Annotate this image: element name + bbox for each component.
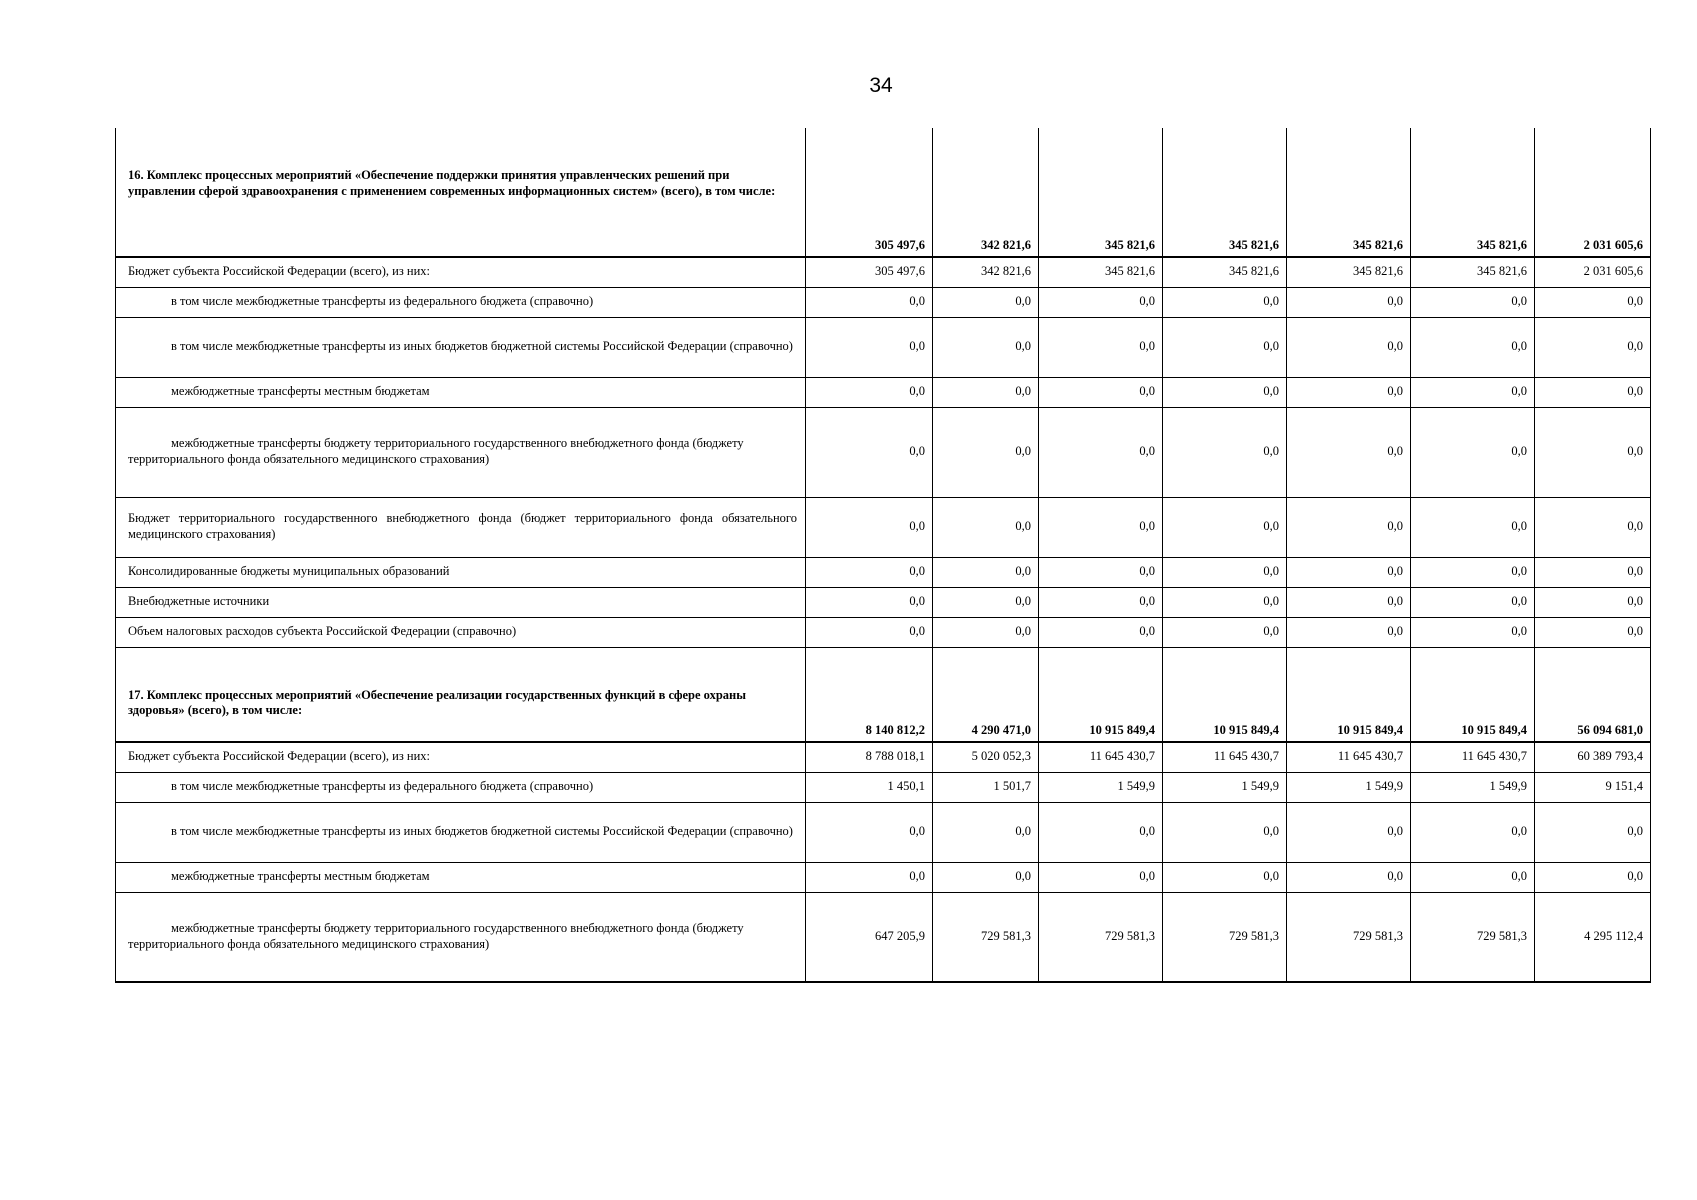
value-cell: 0,0 — [1039, 317, 1163, 377]
value-cell: 1 549,9 — [1287, 772, 1411, 802]
table-row — [116, 587, 1651, 617]
value-cell: 5 020 052,3 — [933, 742, 1039, 772]
value-cell: 0,0 — [1163, 317, 1287, 377]
table-row — [116, 287, 1651, 317]
value-cell: 0,0 — [1163, 497, 1287, 557]
value-cell: 345 821,6 — [1163, 257, 1287, 287]
value-cell: 0,0 — [1411, 587, 1535, 617]
value-cell: 0,0 — [1039, 497, 1163, 557]
value-cell: 0,0 — [1039, 617, 1163, 647]
total-cell: 10 915 849,4 — [1163, 647, 1287, 742]
value-cell: 345 821,6 — [1287, 257, 1411, 287]
value-cell: 9 151,4 — [1535, 772, 1651, 802]
value-cell: 0,0 — [1163, 287, 1287, 317]
row-label: межбюджетные трансферты местным бюджетам — [116, 862, 806, 892]
value-cell: 11 645 430,7 — [1039, 742, 1163, 772]
value-cell: 0,0 — [806, 497, 933, 557]
value-cell: 2 031 605,6 — [1535, 257, 1651, 287]
value-cell: 0,0 — [933, 287, 1039, 317]
total-cell: 305 497,6 — [806, 128, 933, 257]
value-cell: 345 821,6 — [1039, 257, 1163, 287]
value-cell: 647 205,9 — [806, 892, 933, 982]
value-cell: 0,0 — [806, 317, 933, 377]
value-cell: 0,0 — [1287, 317, 1411, 377]
row-label: в том числе межбюджетные трансферты из федерального бюджета (справочно) — [116, 287, 806, 317]
value-cell: 0,0 — [806, 377, 933, 407]
row-label: межбюджетные трансферты бюджету территориального государственного внебюджетного фонда (бюджету территориального фонда обязательного медицинского страхования) — [116, 407, 806, 497]
value-cell: 1 549,9 — [1411, 772, 1535, 802]
value-cell: 0,0 — [1039, 862, 1163, 892]
value-cell: 0,0 — [1411, 802, 1535, 862]
table-row — [116, 862, 1651, 892]
value-cell: 0,0 — [806, 862, 933, 892]
value-cell: 0,0 — [1163, 377, 1287, 407]
value-cell: 0,0 — [1287, 497, 1411, 557]
group-header-row — [116, 128, 1651, 257]
value-cell: 0,0 — [1535, 802, 1651, 862]
group-title: 17. Комплекс процессных мероприятий «Обеспечение реализации государственных функций в сфере охраны здоровья» (всего), в том числе: — [116, 647, 806, 742]
total-cell: 345 821,6 — [1163, 128, 1287, 257]
table-row — [116, 377, 1651, 407]
total-cell: 345 821,6 — [1287, 128, 1411, 257]
value-cell: 0,0 — [1039, 407, 1163, 497]
value-cell: 0,0 — [1287, 617, 1411, 647]
value-cell: 0,0 — [933, 802, 1039, 862]
value-cell: 729 581,3 — [933, 892, 1039, 982]
value-cell: 0,0 — [933, 497, 1039, 557]
value-cell: 729 581,3 — [1287, 892, 1411, 982]
total-cell: 2 031 605,6 — [1535, 128, 1651, 257]
row-label: в том числе межбюджетные трансферты из федерального бюджета (справочно) — [116, 772, 806, 802]
value-cell: 0,0 — [806, 287, 933, 317]
value-cell: 0,0 — [1411, 407, 1535, 497]
value-cell: 729 581,3 — [1039, 892, 1163, 982]
value-cell: 1 450,1 — [806, 772, 933, 802]
budget-table — [115, 128, 1651, 983]
table-row — [116, 617, 1651, 647]
value-cell: 0,0 — [933, 377, 1039, 407]
value-cell: 0,0 — [1535, 617, 1651, 647]
value-cell: 0,0 — [933, 557, 1039, 587]
value-cell: 0,0 — [1287, 377, 1411, 407]
total-cell: 10 915 849,4 — [1039, 647, 1163, 742]
value-cell: 0,0 — [806, 407, 933, 497]
value-cell: 0,0 — [1411, 557, 1535, 587]
total-cell: 342 821,6 — [933, 128, 1039, 257]
table-row — [116, 257, 1651, 287]
value-cell: 729 581,3 — [1163, 892, 1287, 982]
row-label: Консолидированные бюджеты муниципальных образований — [116, 557, 806, 587]
value-cell: 11 645 430,7 — [1163, 742, 1287, 772]
value-cell: 0,0 — [1411, 317, 1535, 377]
value-cell: 0,0 — [1411, 497, 1535, 557]
value-cell: 0,0 — [1411, 377, 1535, 407]
total-cell: 10 915 849,4 — [1411, 647, 1535, 742]
total-cell: 56 094 681,0 — [1535, 647, 1651, 742]
value-cell: 0,0 — [933, 407, 1039, 497]
value-cell: 0,0 — [1039, 802, 1163, 862]
value-cell: 0,0 — [1287, 557, 1411, 587]
total-cell: 345 821,6 — [1039, 128, 1163, 257]
row-label: Объем налоговых расходов субъекта Российской Федерации (справочно) — [116, 617, 806, 647]
value-cell: 0,0 — [1535, 587, 1651, 617]
value-cell: 1 501,7 — [933, 772, 1039, 802]
table-row — [116, 557, 1651, 587]
table-row — [116, 497, 1651, 557]
value-cell: 0,0 — [806, 557, 933, 587]
value-cell: 0,0 — [1411, 862, 1535, 892]
table-row — [116, 407, 1651, 497]
value-cell: 4 295 112,4 — [1535, 892, 1651, 982]
value-cell: 0,0 — [933, 862, 1039, 892]
value-cell: 0,0 — [1535, 862, 1651, 892]
value-cell: 0,0 — [1287, 287, 1411, 317]
row-label: в том числе межбюджетные трансферты из иных бюджетов бюджетной системы Российской Федерации (справочно) — [116, 802, 806, 862]
value-cell: 0,0 — [806, 617, 933, 647]
value-cell: 1 549,9 — [1163, 772, 1287, 802]
value-cell: 0,0 — [1287, 802, 1411, 862]
value-cell: 0,0 — [1287, 862, 1411, 892]
value-cell: 0,0 — [1535, 497, 1651, 557]
value-cell: 0,0 — [1287, 407, 1411, 497]
total-cell: 10 915 849,4 — [1287, 647, 1411, 742]
value-cell: 0,0 — [1163, 862, 1287, 892]
value-cell: 342 821,6 — [933, 257, 1039, 287]
value-cell: 0,0 — [1535, 317, 1651, 377]
value-cell: 0,0 — [1163, 587, 1287, 617]
row-label: Внебюджетные источники — [116, 587, 806, 617]
value-cell: 0,0 — [1535, 377, 1651, 407]
row-label: Бюджет территориального государственного внебюджетного фонда (бюджет территориального фонда обязательного медицинского страхования) — [116, 497, 806, 557]
row-label: Бюджет субъекта Российской Федерации (всего), из них: — [116, 742, 806, 772]
total-cell: 8 140 812,2 — [806, 647, 933, 742]
value-cell: 0,0 — [1039, 287, 1163, 317]
value-cell: 0,0 — [806, 802, 933, 862]
budget-table-body — [116, 128, 1651, 982]
table-row — [116, 317, 1651, 377]
value-cell: 345 821,6 — [1411, 257, 1535, 287]
value-cell: 11 645 430,7 — [1411, 742, 1535, 772]
value-cell: 0,0 — [933, 587, 1039, 617]
table-row — [116, 742, 1651, 772]
row-label: Бюджет субъекта Российской Федерации (всего), из них: — [116, 257, 806, 287]
value-cell: 0,0 — [806, 587, 933, 617]
row-label: межбюджетные трансферты бюджету территориального государственного внебюджетного фонда (бюджету территориального фонда обязательного медицинского страхования) — [116, 892, 806, 982]
value-cell: 0,0 — [1163, 407, 1287, 497]
value-cell: 8 788 018,1 — [806, 742, 933, 772]
value-cell: 305 497,6 — [806, 257, 933, 287]
group-title: 16. Комплекс процессных мероприятий «Обеспечение поддержки принятия управленческих решений при управлении сферой здравоохранения с применением современных информационных систем» (всего), в том числе: — [116, 128, 806, 257]
row-label: в том числе межбюджетные трансферты из иных бюджетов бюджетной системы Российской Федерации (справочно) — [116, 317, 806, 377]
row-label: межбюджетные трансферты местным бюджетам — [116, 377, 806, 407]
value-cell: 0,0 — [1535, 557, 1651, 587]
value-cell: 0,0 — [1287, 587, 1411, 617]
table-row — [116, 892, 1651, 982]
value-cell: 11 645 430,7 — [1287, 742, 1411, 772]
value-cell: 0,0 — [1411, 287, 1535, 317]
total-cell: 345 821,6 — [1411, 128, 1535, 257]
value-cell: 0,0 — [1535, 407, 1651, 497]
value-cell: 0,0 — [1163, 617, 1287, 647]
group-header-row — [116, 647, 1651, 742]
table-row — [116, 772, 1651, 802]
value-cell: 60 389 793,4 — [1535, 742, 1651, 772]
value-cell: 0,0 — [1039, 587, 1163, 617]
value-cell: 0,0 — [1163, 557, 1287, 587]
page-number: 34 — [869, 74, 893, 97]
value-cell: 0,0 — [1163, 802, 1287, 862]
value-cell: 0,0 — [1411, 617, 1535, 647]
value-cell: 1 549,9 — [1039, 772, 1163, 802]
value-cell: 0,0 — [1039, 377, 1163, 407]
value-cell: 0,0 — [1039, 557, 1163, 587]
value-cell: 729 581,3 — [1411, 892, 1535, 982]
table-row — [116, 802, 1651, 862]
total-cell: 4 290 471,0 — [933, 647, 1039, 742]
value-cell: 0,0 — [933, 317, 1039, 377]
value-cell: 0,0 — [933, 617, 1039, 647]
value-cell: 0,0 — [1535, 287, 1651, 317]
